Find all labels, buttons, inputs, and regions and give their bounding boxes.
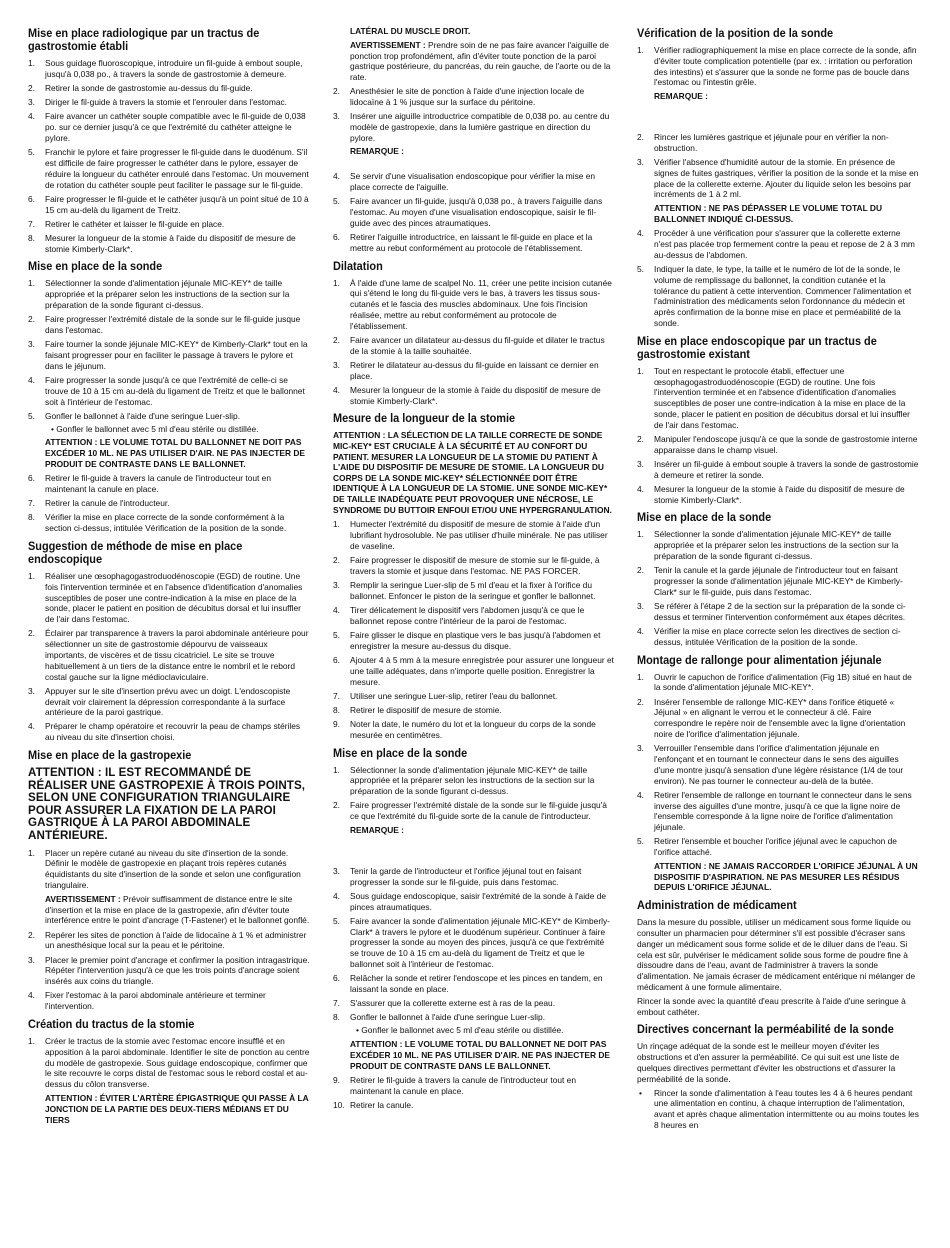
step: 4. Faire avancer un cathéter souple compatible avec le fil-guide de 0,038 po. sur ce dernier jusqu'à ce que l'extrémité du cathéter atteigne le pylore.	[28, 111, 306, 143]
avertissement: AVERTISSEMENT : Prendre soin de ne pas faire avancer l'aiguille de ponction trop profondément, afin d'éviter toute ponction de la paroi gastrique postérieure, du pancréas, du rein gauche, de l'aorte ou de la rate.	[350, 39, 611, 83]
step: 4. Vérifier la mise en place correcte selon les directives de section ci-dessus, intitulée Vérification de la position de la sonde.	[637, 625, 901, 647]
step: 1. Vérifier radiographiquement la mise en place correcte de la sonde, afin d'éviter toute complication potentielle (par ex. : irritation ou perforation des intestins) et s'assurer que la sonde ne forme pas de boucle dans l'estomac ou l'intestin grêle. REMARQUE :	[637, 45, 919, 102]
step: 6. Faire progresser le fil-guide et le cathéter jusqu'à un point situé de 10 à 15 cm au-delà du ligament de Treitz.	[28, 193, 309, 215]
warning-text: ATTENTION : LE VOLUME TOTAL DU BALLONNET NE DOIT PAS EXCÉDER 10 ML. NE PAS UTILISER D'AIR. NE PAS INJECTER DE PRODUIT DE CONTRASTE DANS LE BALLONNET.	[350, 1038, 610, 1071]
step: 1. Humecter l'extrémité du dispositif de mesure de stomie à l'aide d'un lubrifiant hydrosoluble. Ne pas utiliser d'huile minérale. Ne pas utiliser de vaseline.	[333, 519, 608, 551]
step: 7. Utiliser une seringue Luer-slip, retirer l'eau du ballonnet.	[333, 690, 558, 701]
avertissement: AVERTISSEMENT : Prévoir suffisamment de distance entre le site d'insertion et la mise en place de la gastropexie, afin d'éviter toute interférence entre le point d'ancrage (T-Fastener) et le ballonnet gonflé.	[45, 893, 310, 926]
step: 2. Faire avancer un dilatateur au-dessus du fil-guide et dilater le tractus de la stomie à la taille souhaitée.	[333, 334, 605, 356]
step-list	[637, 672, 919, 894]
step: 4. Faire progresser la sonde jusqu'à ce que l'extrémité de celle-ci se trouve de 10 à 15 cm au-delà du ligament de Treitz et que le ballonnet soit à l'intérieur de l'estomac.	[28, 375, 305, 407]
step: 7. S'assurer que la collerette externe est à ras de la peau.	[333, 998, 556, 1009]
step-list	[637, 529, 919, 647]
bullet-list	[637, 1088, 919, 1131]
step: 8. Retirer le dispositif de mesure de stomie.	[333, 704, 502, 715]
step: 1. Réaliser une œsophagogastroduodénoscopie (EGD) de routine. Une fois l'intervention terminée et en l'absence d'identification d'anomalies susceptibles de poser une contre-indication à la mise en place de la sonde, placer le patient en position de décubitus dorsal et lui insuffler de l'air dans l'estomac.	[28, 570, 303, 625]
step-list	[333, 278, 615, 407]
step: 2. Repérer les sites de ponction à l'aide de lidocaïne à 1 % et administrer un anesthésique local sur la peau et le péritoine.	[28, 929, 307, 951]
bullet-item: • Rincer la sonde d'alimentation à l'eau toutes les 4 à 6 heures pendant une alimentation en continu, à chaque interruption de l'alimentation, avant et après chaque alimentation intermittente ou au moins toutes les 8 heures en	[639, 1087, 919, 1131]
remarque-label: REMARQUE :	[350, 825, 404, 836]
step: 6. Ajouter 4 à 5 mm à la mesure enregistrée pour assurer une longueur et une taille adéquates, dans n'importe quelle position. Enregistrer la mesure.	[333, 654, 614, 687]
step: 7. Retirer le cathéter et laisser le fil-guide en place.	[28, 218, 225, 229]
step: 6. Relâcher la sonde et retirer l'endoscope et les pinces en tandem, en laissant la sonde en place.	[333, 973, 603, 994]
step: 1. Créer le tractus de la stomie avec l'estomac encore insufflé et en apposition à la paroi abdominale. Identifier le site de ponction au centre du modèle de gastropexie. Sous guidage endoscopique, confirmer que le site recouvre le corps distal de l'estomac sous le rebord costal et au-dessus du côlon transverse. ATTENTION : ÉVITER L'ARTÈRE ÉPIGASTRIQUE QUI PASSE À LA JONCTION DE LA PARTIE DES DEUX-TIERS MÉDIANS ET DU TIERS	[28, 1035, 310, 1125]
step: 3. Tenir la garde de l'introducteur et l'orifice jéjunal tout en faisant progresser la sonde sur le fil-guide, puis dans l'estomac.	[333, 865, 582, 887]
step: 2. Manipuler l'endoscope jusqu'à ce que la sonde de gastrostomie interne apparaisse dans le champ visuel.	[637, 433, 918, 455]
sub-bullet: • Gonfler le ballonnet avec 5 ml d'eau stérile ou distillée.	[51, 423, 259, 434]
section-title: Montage de rallonge pour alimentation jéjunale	[637, 654, 882, 667]
paragraph: Dans la mesure du possible, utiliser un médicament sous forme liquide ou consulter un pharmacien pour déterminer s'il est possible d'écraser sans danger un médicament sous forme solide et de le diluer dans de l'eau. Si cela est sûr, pulvériser le médicament solide sous forme de poudre fine à dissoudre dans de l'eau, avant de l'administrer à travers la sonde d'alimentation. Ne jamais écraser de médicament entérique ni mélanger de médicament à une formule alimentaire.	[637, 917, 916, 993]
paragraph: Un rinçage adéquat de la sonde est le meilleur moyen d'éviter les obstructions et d'en assurer la perméabilité. Ce qui suit est une liste de quelques directives permettant d'éviter les obstructions et d'assurer la perméabilité de la sonde.	[637, 1041, 900, 1084]
step-list	[28, 571, 310, 743]
step: 1. Sous guidage fluoroscopique, introduire un fil-guide à embout souple, jusqu'à 0,038 po., à travers la sonde de gastrostomie à demeure.	[28, 58, 303, 79]
section-title: Suggestion de méthode de mise en place endoscopique	[28, 540, 243, 566]
step: 5. Faire avancer la sonde d'alimentation jéjunale MIC-KEY* de Kimberly-Clark* à travers le pylore et le duodénum supérieur. Continuer à faire progresser la sonde au moyen des pinces, jusqu'à ce que l'extrémité se trouve de 10 à 15 cm au-delà du ligament de Treitz et que le ballonnet soit à l'intérieur de l'estomac.	[333, 915, 610, 969]
step: 3. Se référer à l'étape 2 de la section sur la préparation de la sonde ci-dessus et terminer l'intervention conformément aux étapes décrites.	[637, 601, 906, 622]
step: 4. Procéder à une vérification pour s'assurer que la collerette externe n'est pas placée trop fermement contre la peau et repose de 2 à 3 mm au-dessus de l'abdomen.	[637, 228, 915, 260]
section-title: Mise en place de la sonde	[28, 261, 163, 274]
step-list	[28, 1036, 310, 1125]
section-title: Administration de médicament	[637, 900, 797, 913]
step: 2. Faire progresser l'extrémité distale de la sonde sur le fil-guide jusque dans l'estomac.	[28, 314, 301, 336]
step: 4. Tirer délicatement le dispositif vers l'abdomen jusqu'à ce que le ballonnet repose contre l'intérieur de la paroi de l'estomac.	[333, 604, 585, 626]
step: 3. Vérifier l'absence d'humidité autour de la stomie. En présence de signes de fuites gastriques, vérifier la position de la sonde et la mise en place de la collerette externe. Ajouter du liquide selon les besoins par incréments de 1 à 2 ml. ATTENTION : NE PAS DÉPASSER LE VOLUME TOTAL DU BALLONNET INDIQUÉ CI-DESSUS.	[637, 156, 919, 224]
step: 2. Retirer la sonde de gastrostomie au-dessus du fil-guide.	[28, 82, 253, 93]
step: 5. Gonfler le ballonnet à l'aide d'une seringue Luer-slip. • Gonfler le ballonnet avec 5 ml d'eau stérile ou distillée. ATTENTION : LE VOLUME TOTAL DU BALLONNET NE DOIT PAS EXCÉDER 10 ML. NE PAS UTILISER D'AIR. NE PAS INJECTER DE PRODUIT DE CONTRASTE DANS LE BALLONNET.	[28, 411, 310, 470]
step: 5. Franchir le pylore et faire progresser le fil-guide dans le duodénum. S'il est difficile de faire progresser le cathéter dans le pylore, essayer de réduire la longueur du cathéter enroulé dans l'estomac. Un mouvement de rotation du cathéter souple peut faciliter le passage sur le fil-guide.	[28, 147, 309, 190]
step: 9. Noter la date, le numéro du lot et la longueur du corps de la sonde mesurée en centimètres.	[333, 719, 596, 740]
step: 10. Retirer la canule.	[333, 1099, 414, 1110]
step: 9. Retirer le fil-guide à travers la canule de l'introducteur tout en maintenant la canule en place.	[333, 1074, 576, 1096]
step: 2. Faire progresser le dispositif de mesure de stomie sur le fil-guide, à travers la stomie et jusque dans l'estomac. NE PAS FORCER.	[333, 554, 600, 576]
step: 8. Vérifier la mise en place correcte de la sonde conformément à la section ci-dessus, intitulée Vérification de la position de la sonde.	[28, 512, 287, 534]
step: 4. Retirer l'ensemble de rallonge en tournant le connecteur dans le sens inverse des aiguilles d'une montre, jusqu'à ce que la ligne noire de l'ensemble corresponde à la ligne noire de l'orifice d'alimentation jéjunale.	[637, 789, 912, 833]
step: 8. Mesurer la longueur de la stomie à l'aide du dispositif de mesure de stomie Kimberly-Clark*.	[28, 232, 296, 254]
step: 3. Faire tourner la sonde jéjunale MIC-KEY* de Kimberly-Clark* tout en la faisant progresser pour en faciliter le passage à travers le pylore et dans le jéjunum.	[28, 339, 308, 371]
step: 1. Sélectionner la sonde d'alimentation jéjunale MIC-KEY* de taille appropriée et la préparer selon les instructions de la section sur la préparation de la sonde figurant ci-dessus.	[28, 278, 290, 311]
step-list	[333, 86, 615, 254]
step-list	[28, 848, 310, 1012]
step: 3. Appuyer sur le site d'insertion prévu avec un doigt. L'endoscopiste devrait voir clairement la dépression correspondante à la surface antérieure de la paroi gastrique.	[28, 685, 291, 718]
warning-text: ATTENTION : NE PAS DÉPASSER LE VOLUME TOTAL DU BALLONNET INDIQUÉ CI-DESSUS.	[654, 203, 882, 224]
section-title: Mise en place de la sonde	[637, 512, 772, 525]
remarque-label: REMARQUE :	[350, 146, 404, 157]
warning-text: ATTENTION : ÉVITER L'ARTÈRE ÉPIGASTRIQUE QUI PASSE À LA JONCTION DE LA PARTIE DES DEUX-TIERS MÉDIANS ET DU TIERS	[45, 1092, 309, 1125]
step: 2. Anesthésier le site de ponction à l'aide d'une injection locale de lidocaïne à 1 % jusque sur la surface du péritoine.	[333, 85, 585, 107]
step: 3. Verrouiller l'ensemble dans l'orifice d'alimentation jéjunale en l'enfonçant et en tournant le connecteur dans le sens des aiguilles d'une montre jusqu'à sensation d'une légère résistance (1/4 de tour environ). Ne pas tourner le connecteur au-delà de la butée.	[637, 743, 904, 786]
step: 3. Insérer un fil-guide à embout souple à travers la sonde de gastrostomie à demeure et retirer la sonde.	[637, 458, 919, 480]
step-list	[28, 278, 310, 533]
warning-continued: LATÉRAL DU MUSCLE DROIT.	[350, 26, 471, 36]
step: 4. Mesurer la longueur de la stomie à l'aide du dispositif de mesure de stomie Kimberly-Clark*.	[333, 384, 601, 406]
step: 2. Éclairer par transparence à travers la paroi abdominale antérieure pour sélectionner un site de gastrostomie dépourvu de vaisseaux importants, de viscères et de tissu cicatriciel. Le site se trouve habituellement à un tiers de la distance entre le nombril et le rebord costal gauche sur la ligne médioclaviculaire.	[28, 628, 309, 682]
step: 1. Placer un repère cutané au niveau du site d'insertion de la sonde. Définir le modèle de gastropexie en plaçant trois repères cutanés équidistants du site d'insertion de la sonde et selon une configuration triangulaire. AVERTISSEMENT : Prévoir suffisamment de distance entre le site d'insertion et la mise en place de la gastropexie, afin d'éviter toute interférence entre le point d'ancrage (T-Fastener) et le ballonnet gonflé.	[28, 847, 310, 926]
step: 4. Se servir d'une visualisation endoscopique pour vérifier la mise en place correcte de l'aiguille.	[333, 171, 596, 192]
section-title: Mise en place de la gastropexie	[28, 750, 192, 763]
step: 4. Mesurer la longueur de la stomie à l'aide du dispositif de mesure de stomie Kimberly-Clark*.	[637, 483, 905, 505]
step: 2. Faire progresser l'extrémité distale de la sonde sur le fil-guide jusqu'à ce que l'extrémité du fil-guide sorte de la canule de l'introducteur. REMARQUE :	[333, 800, 615, 835]
step: 5. Indiquer la date, le type, la taille et le numéro de lot de la sonde, le volume de remplissage du ballonnet, la condition cutanée et la tolérance du patient à cette intervention. Commencer l'alimentation et l'administration des médicaments selon l'ordonnance du médecin et après confirmation de la bonne mise en place et perméabilité de la sonde.	[637, 263, 912, 328]
step: 2. Rincer les lumières gastrique et jéjunale pour en vérifier la non-obstruction.	[637, 131, 889, 153]
column-1	[28, 24, 310, 1129]
step: 6. Retirer le fil-guide à travers la canule de l'introducteur tout en maintenant la canule en place.	[28, 473, 271, 494]
step: 3. Retirer le dilatateur au-dessus du fil-guide en laissant ce dernier en place.	[333, 359, 599, 381]
section-title: Mesure de la longueur de la stomie	[333, 413, 516, 426]
step: 3. Diriger le fil-guide à travers la stomie et l'enrouler dans l'estomac.	[28, 97, 287, 108]
step: 1. Sélectionner la sonde d'alimentation jéjunale MIC-KEY* de taille appropriée et la préparer selon les instructions de la section sur la préparation de la sonde figurant ci-dessus.	[637, 529, 899, 562]
section-title: Vérification de la position de la sonde	[637, 28, 834, 40]
step-list	[637, 366, 919, 506]
step: 4. Fixer l'estomac à la paroi abdominale antérieure et terminer l'intervention.	[28, 990, 266, 1012]
step-list	[637, 45, 919, 329]
warning-text: ATTENTION : LA SÉLECTION DE LA TAILLE CORRECTE DE SONDE MIC-KEY* EST CRUCIALE À LA SÉCURITÉ ET AU CONFORT DU PATIENT. MESURER LA LONGUEUR DE LA STOMIE DU PATIENT À L'AIDE DU DISPOSITIF DE MESURE DE STOMIE. LA LONGUEUR DU CORPS DE LA SONDE MIC-KEY* SÉLECTIONNÉE DOIT ÊTRE IDENTIQUE À LA LONGUEUR DE LA STOMIE. UNE SONDE MIC-KEY* DE TAILLE INADÉQUATE PEUT PROVOQUER UNE NÉCROSE, LE SYNDROME DU BUTTOIR ENFOUI ET/OU UNE HYPERGRANULATION.	[333, 430, 612, 515]
step: 3. Placer le premier point d'ancrage et confirmer la position intragastrique. Répéter l'intervention jusqu'à ce que les trois points d'ancrage soient insérés aux coins du triangle.	[28, 954, 310, 987]
step: 1. Tout en respectant le protocole établi, effectuer une œsophagogastroduodénoscopie (EGD) de routine. Une fois l'intervention terminée et en l'absence d'identification d'anomalies susceptibles de poser une contre-indication à la mise en place de la sonde, placer le patient en position de décubitus dorsal et lui insuffler de l'air dans l'estomac.	[637, 365, 910, 430]
step: 3. Remplir la seringue Luer-slip de 5 ml d'eau et la fixer à l'orifice du ballonnet. Enfoncer le piston de la seringue et gonfler le ballonnet.	[333, 579, 596, 601]
step: 5. Faire glisser le disque en plastique vers le bas jusqu'à l'abdomen et enregistrer la mesure au-dessus du disque.	[333, 629, 601, 651]
step: 6. Retirer l'aiguille introductrice, en laissant le fil-guide en place et la mettre au rebut conformément au protocole de l'établissement.	[333, 231, 593, 253]
paragraph: Rincer la sonde avec la quantité d'eau prescrite à l'aide d'une seringue à embout cathéter.	[637, 995, 906, 1017]
step: 7. Retirer la canule de l'introducteur.	[28, 498, 170, 509]
section-title: Directives concernant la perméabilité de la sonde	[637, 1024, 894, 1037]
section-title: Mise en place de la sonde	[333, 747, 468, 760]
step: 8. Gonfler le ballonnet à l'aide d'une seringue Luer-slip. • Gonfler le ballonnet avec 5 ml d'eau stérile ou distillée. ATTENTION : LE VOLUME TOTAL DU BALLONNET NE DOIT PAS EXCÉDER 10 ML. NE PAS UTILISER D'AIR. NE PAS INJECTER DE PRODUIT DE CONTRASTE DANS LE BALLONNET.	[333, 1012, 615, 1071]
step: 2. Tenir la canule et la garde jéjunale de l'introducteur tout en faisant progresser la sonde d'alimentation jéjunale MIC-KEY* de Kimberly-Clark* sur le fil-guide, puis dans l'estomac.	[637, 565, 903, 597]
column-3	[637, 24, 919, 1134]
section-title: Dilatation	[333, 260, 383, 273]
step-list	[333, 765, 615, 1111]
step-list	[28, 58, 310, 254]
section-title: Mise en place endoscopique par un tractus de gastrostomie existant	[637, 335, 877, 361]
step: 1. À l'aide d'une lame de scalpel No. 11, créer une petite incision cutanée qui s'étend le long du fil-guide vers le bas, à travers les tissus sous-cutanés et le fascia des muscles abdominaux. Une fois l'incision réalisée, mettre au rebut conformément au protocole de l'établissement.	[333, 277, 612, 331]
step: 3. Insérer une aiguille introductrice compatible de 0,038 po. au centre du modèle de gastropexie, dans la lumière gastrique en direction du pylore. REMARQUE :	[333, 111, 615, 157]
step: 2. Insérer l'ensemble de rallonge MIC-KEY* dans l'orifice étiqueté « Jéjunal » en alignant le verrou et le connecteur à clé. Faire correspondre le repère noir de l'ensemble avec la ligne d'orientation noire de l'orifice d'alimentation jéjunale.	[637, 696, 906, 739]
step: 1. Sélectionner la sonde d'alimentation jéjunale MIC-KEY* de taille appropriée et la préparer selon les instructions de la section sur la préparation de la sonde figurant ci-dessus.	[333, 764, 595, 797]
warning-text: ATTENTION : LE VOLUME TOTAL DU BALLONNET NE DOIT PAS EXCÉDER 10 ML. NE PAS UTILISER D'AIR. NE PAS INJECTER DE PRODUIT DE CONTRASTE DANS LE BALLONNET.	[45, 437, 305, 469]
section-title: Mise en place radiologique par un tractus de gastrostomie établi	[28, 28, 260, 53]
step: 5. Retirer l'ensemble et boucher l'orifice jéjunal avec le capuchon de l'orifice attaché. ATTENTION : NE JAMAIS RACCORDER L'ORIFICE JÉJUNAL À UN DISPOSITIF D'ASPIRATION. NE PAS MESURER LES RÉSIDUS DEPUIS L'ORIFICE JÉJUNAL.	[637, 836, 918, 893]
sub-bullet: • Gonfler le ballonnet avec 5 ml d'eau stérile ou distillée.	[356, 1025, 564, 1036]
step: 4. Préparer le champ opératoire et recouvrir la peau de champs stériles au niveau du site d'insertion choisi.	[28, 721, 301, 743]
column-2	[333, 24, 615, 1114]
remarque-label: REMARQUE :	[654, 91, 708, 102]
step-list	[333, 519, 615, 740]
big-warning: ATTENTION : IL EST RECOMMANDÉ DE RÉALISER UNE GASTROPEXIE À TROIS POINTS, SELON UNE CONFIGURATION TRIANGULAIRE POUR ASSURER LA FIXATION DE LA PAROI GASTRIQUE À LA PAROI ABDOMINALE ANTÉRIEURE.	[28, 766, 306, 843]
step: 1. Ouvrir le capuchon de l'orifice d'alimentation (Fig 1B) situé en haut de la sonde d'alimentation jéjunale MIC-KEY*.	[637, 671, 912, 693]
step: 4. Sous guidage endoscopique, saisir l'extrémité de la sonde à l'aide de pinces atraumatiques.	[333, 890, 607, 912]
section-title: Création du tractus de la stomie	[28, 1018, 195, 1031]
step: 5. Faire avancer un fil-guide, jusqu'à 0,038 po., à travers l'aiguille dans l'estomac. Au moyen d'une visualisation endoscopique, saisir le fil-guide avec des pinces atraumatiques.	[333, 196, 603, 228]
warning-text: ATTENTION : NE JAMAIS RACCORDER L'ORIFICE JÉJUNAL À UN DISPOSITIF D'ASPIRATION. NE PAS MESURER LES RÉSIDUS DEPUIS L'ORIFICE JÉJUNAL.	[654, 860, 918, 893]
